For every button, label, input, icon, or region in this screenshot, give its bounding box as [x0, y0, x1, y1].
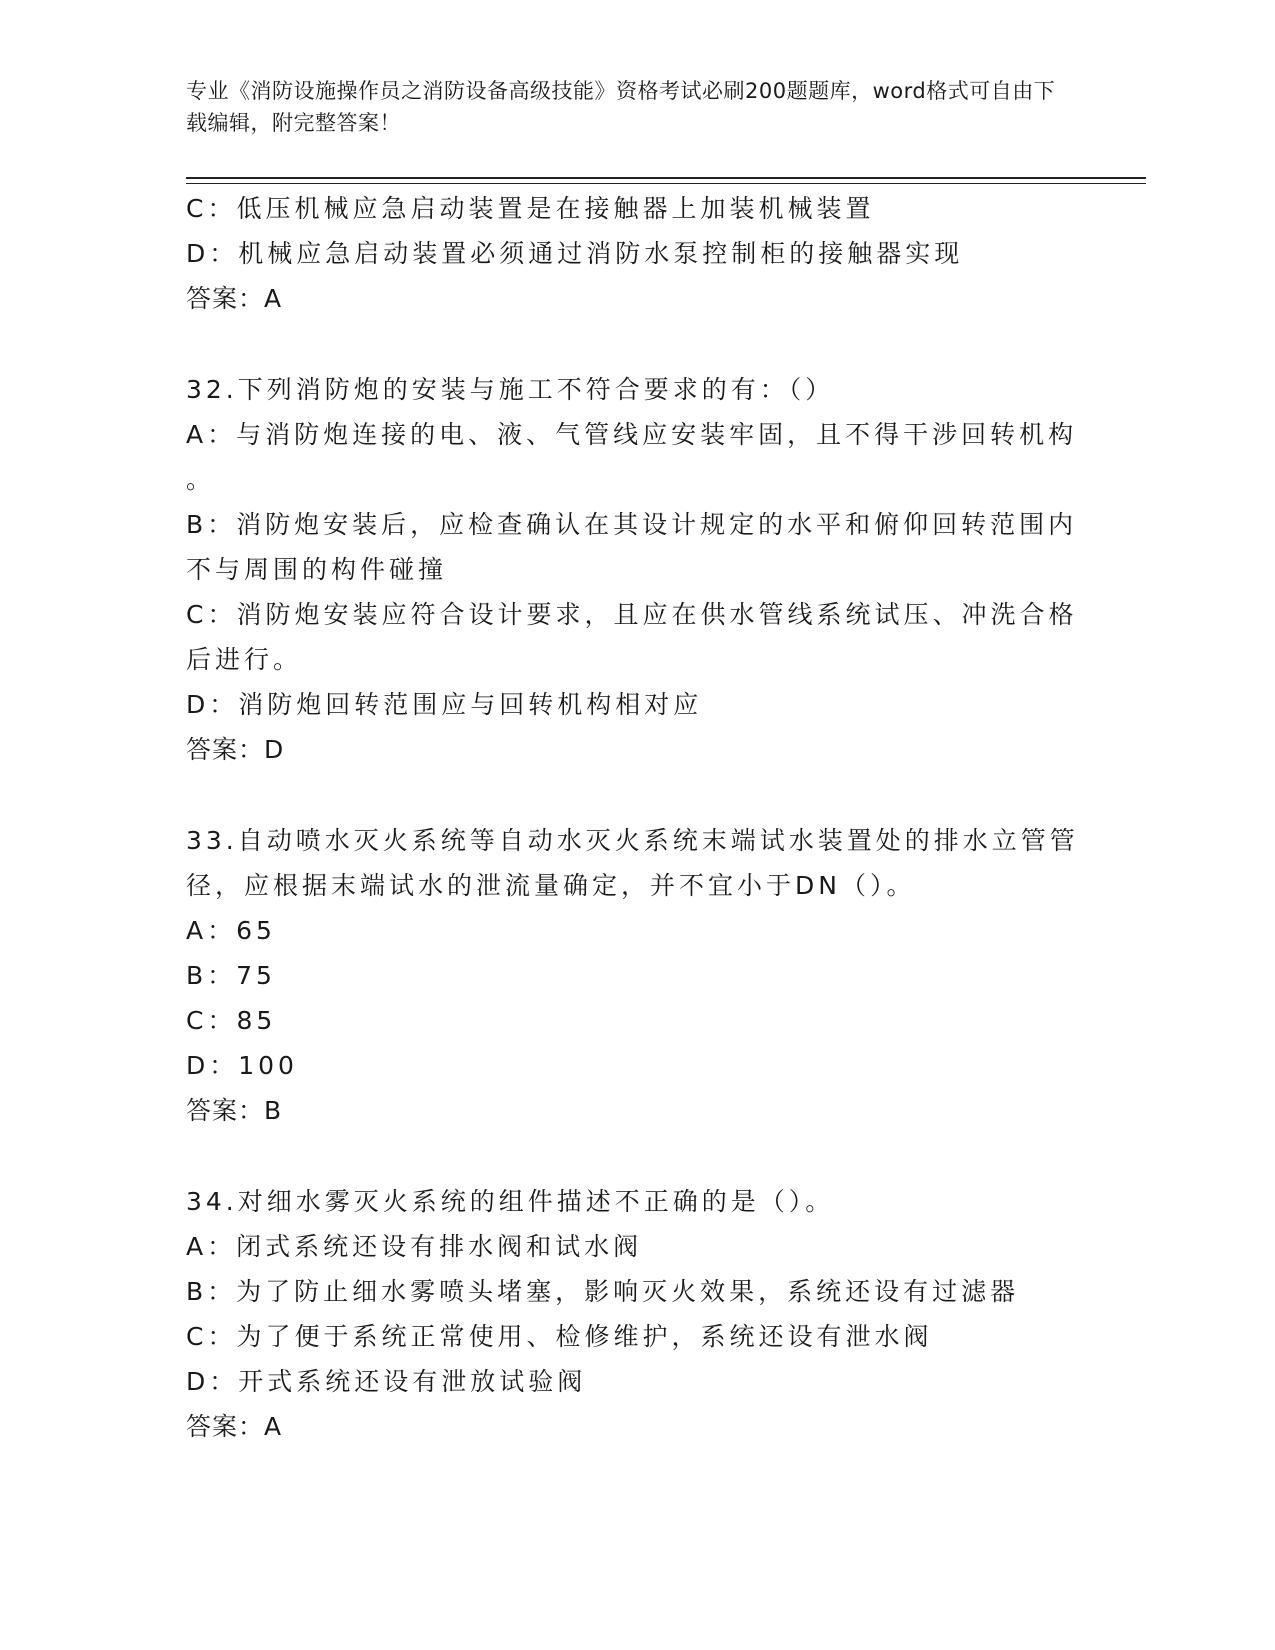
option-c: C：为了便于系统正常使用、检修维护，系统还设有泄水阀: [186, 1322, 933, 1351]
option-c: C：低压机械应急启动装置是在接触器上加装机械装置: [186, 194, 875, 223]
previous-question-tail: [186, 186, 1066, 321]
option-a: A：与消防炮连接的电、液、气管线应安装牢固，且不得干涉回转机构: [186, 420, 1078, 449]
option-a: A：65: [186, 916, 276, 945]
header-rule-thin: [186, 183, 1146, 184]
answer: 答案：A: [186, 1412, 283, 1441]
question-content: [186, 186, 1079, 1449]
option-c-continued: 后进行。: [186, 645, 303, 674]
option-a-continued: 。: [186, 465, 216, 494]
option-b: B：为了防止细水雾喷头堵塞，影响灭火效果，系统还设有过滤器: [186, 1277, 1020, 1306]
option-b: B：75: [186, 961, 276, 990]
option-c: C：消防炮安装应符合设计要求，且应在供水管线系统试压、冲洗合格: [186, 600, 1078, 629]
answer: 答案：A: [186, 284, 283, 313]
option-d: D：消防炮回转范围应与回转机构相对应: [186, 690, 703, 719]
header-rule-thick: [186, 177, 1146, 179]
option-d: D：机械应急启动装置必须通过消防水泵控制柜的接触器实现: [186, 239, 964, 268]
option-b: B：消防炮安装后，应检查确认在其设计规定的水平和俯仰回转范围内: [186, 510, 1078, 539]
answer: 答案：D: [186, 735, 285, 764]
option-b-continued: 不与周围的构件碰撞: [186, 555, 448, 584]
option-c: C：85: [186, 1006, 277, 1035]
question-33: [186, 818, 1079, 1133]
question-34: [186, 1179, 1066, 1449]
question-32: [186, 367, 1078, 772]
option-d: D：开式系统还设有泄放试验阀: [186, 1367, 587, 1396]
question-text: 33.自动喷水灭火系统等自动水灭火系统末端试水装置处的排水立管管: [186, 826, 1079, 855]
question-text-continued: 径，应根据末端试水的泄流量确定，并不宜小于DN（）。: [186, 871, 916, 900]
option-a: A：闭式系统还设有排水阀和试水阀: [186, 1232, 643, 1261]
answer: 答案：B: [186, 1096, 283, 1125]
question-text: 32.下列消防炮的安装与施工不符合要求的有：（）: [186, 375, 835, 404]
document-header: 专业《消防设施操作员之消防设备高级技能》资格考试必刷200题题库，word格式可自由下载编辑，附完整答案！: [186, 79, 1056, 135]
question-text: 34.对细水雾灭火系统的组件描述不正确的是（）。: [186, 1187, 835, 1216]
option-d: D：100: [186, 1051, 298, 1080]
